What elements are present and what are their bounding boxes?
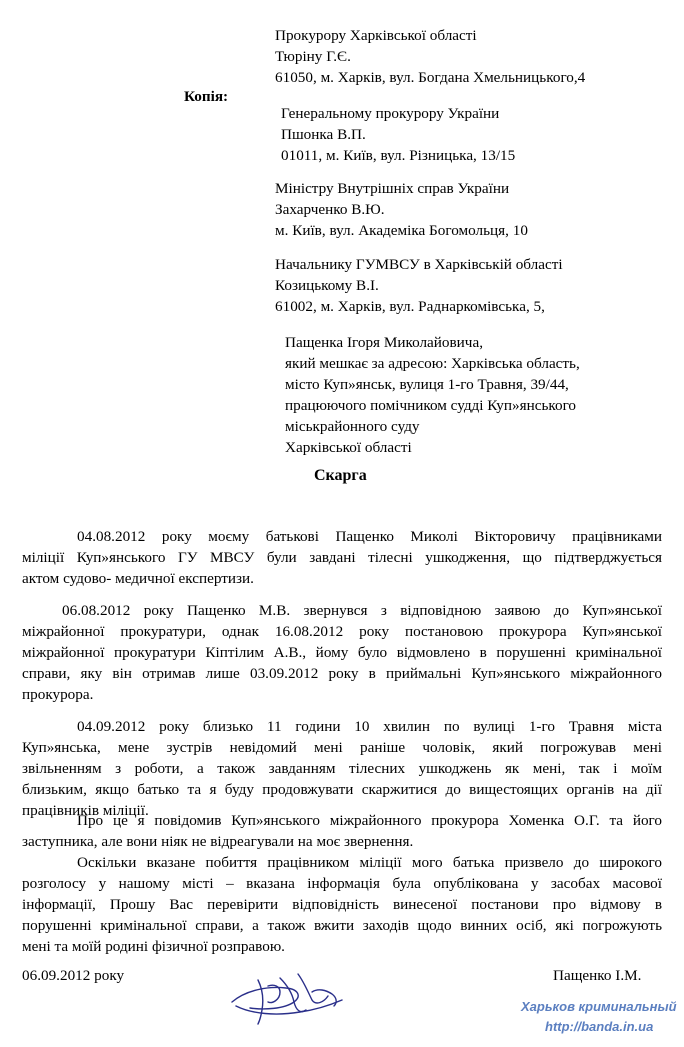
paragraph-3 [22,716,662,821]
recipient-line: Захарченко В.Ю. [275,201,385,218]
recipient-interior-minister [275,178,528,241]
paragraph-line: мені та моїй родині фізичної розправою. [22,938,285,955]
paragraph-line: 06.08.2012 року Пащенко М.В. звернувся з відповідною заявою до Куп»янської [62,602,662,619]
paragraph-line: розголосу у нашому місті – вказана інформація була опублікована у засобах масової [22,875,662,892]
recipient-police-chief [275,254,563,317]
paragraph-line: близьким, якщо батько та я буду продовжувати скаржитися до вищестоящих органів на дії [22,781,662,798]
copy-label: Копія: [184,88,229,105]
document-title: Скарга [314,467,367,484]
paragraph-line: міжрайонної прокуратури Кіптілим А.В., йому було відмовлено в порушенні кримінальної [22,644,662,661]
recipient-line: 61002, м. Харків, вул. Раднаркомівська, 5, [275,298,545,315]
recipient-line: м. Київ, вул. Академіка Богомольця, 10 [275,222,528,239]
watermark-title: Харьков криминальный [521,999,677,1014]
paragraph-5 [22,852,662,957]
signature-icon [228,962,348,1032]
recipient-line: Козицькому В.І. [275,277,379,294]
paragraph-line: заступника, але вони ніяк не відреагували на моє звернення. [22,833,414,850]
paragraph-line: Куп»янська, мене зустрів невідомий мені раніше чоловік, який погрожував мені [22,739,662,756]
paragraph-line: порушенні кримінальної справи, а також вжити заходів щодо винних осіб, які погрожують [22,917,662,934]
paragraph-line: справи, яку він отримав лише 03.09.2012 року в приймальні Куп»янського міжрайонного [22,665,662,682]
recipient-prosecutor-kharkiv [275,25,585,88]
paragraph-2 [22,600,662,705]
paragraph-line: працівників міліції. [22,802,149,819]
sender-line: міськрайонного суду [285,418,420,435]
sender-line: який мешкає за адресою: Харківська область, [285,355,580,372]
paragraph-line: міліції Куп»янського ГУ МВСУ були завдані тілесні ушкодження, що підтверджується [22,549,662,566]
watermark-url[interactable]: http://banda.in.ua [545,1019,654,1034]
sender-line: працюючого помічником судді Куп»янського [285,397,577,414]
recipient-general-prosecutor [281,103,515,166]
recipient-line: 61050, м. Харків, вул. Богдана Хмельницького,4 [275,69,586,86]
paragraph-line: Про це я повідомив Куп»янського міжрайонного прокурора Хоменка О.Г. та його [77,812,662,829]
paragraph-line: інформації, Прошу Вас перевірити відповідність винесеної постанови про відмову в [22,896,662,913]
sender-block [285,332,580,458]
recipient-line: Генеральному прокурору України [281,105,500,122]
sender-line: місто Куп»янськ, вулиця 1-го Травня, 39/44, [285,376,569,393]
paragraph-line: Оскільки вказане побиття працівником міліції мого батька призвело до широкого [77,854,662,871]
sender-line: Харківської області [285,439,412,456]
paragraph-4 [22,810,662,852]
recipient-line: Тюріну Г.Є. [275,48,351,65]
recipient-line: Начальнику ГУМВСУ в Харківській області [275,256,563,273]
paragraph-line: актом судово- медичної експертизи. [22,570,254,587]
paragraph-line: міжрайонної прокуратури, однак 16.08.2012 року постановою прокурора Куп»янської [22,623,662,640]
sender-line: Пащенка Ігоря Миколайовича, [285,334,483,351]
recipient-line: Пшонка В.П. [281,126,366,143]
paragraph-line: прокурора. [22,686,94,703]
paragraph-1 [22,526,662,589]
recipient-line: 01011, м. Київ, вул. Різницька, 13/15 [281,147,516,164]
footer-signer: Пащенко І.М. [553,967,642,984]
paragraph-line: 04.08.2012 року моєму батькові Пащенко Миколі Вікторовичу працівниками [77,528,662,545]
footer-date: 06.09.2012 року [22,967,125,984]
recipient-line: Міністру Внутрішніх справ України [275,180,510,197]
paragraph-line: звільненням з роботи, а також завданням тілесних ушкоджень як мені, так і моїм [22,760,662,777]
recipient-line: Прокурору Харківської області [275,27,477,44]
paragraph-line: 04.09.2012 року близько 11 години 10 хвилин по вулиці 1-го Травня міста [77,718,662,735]
